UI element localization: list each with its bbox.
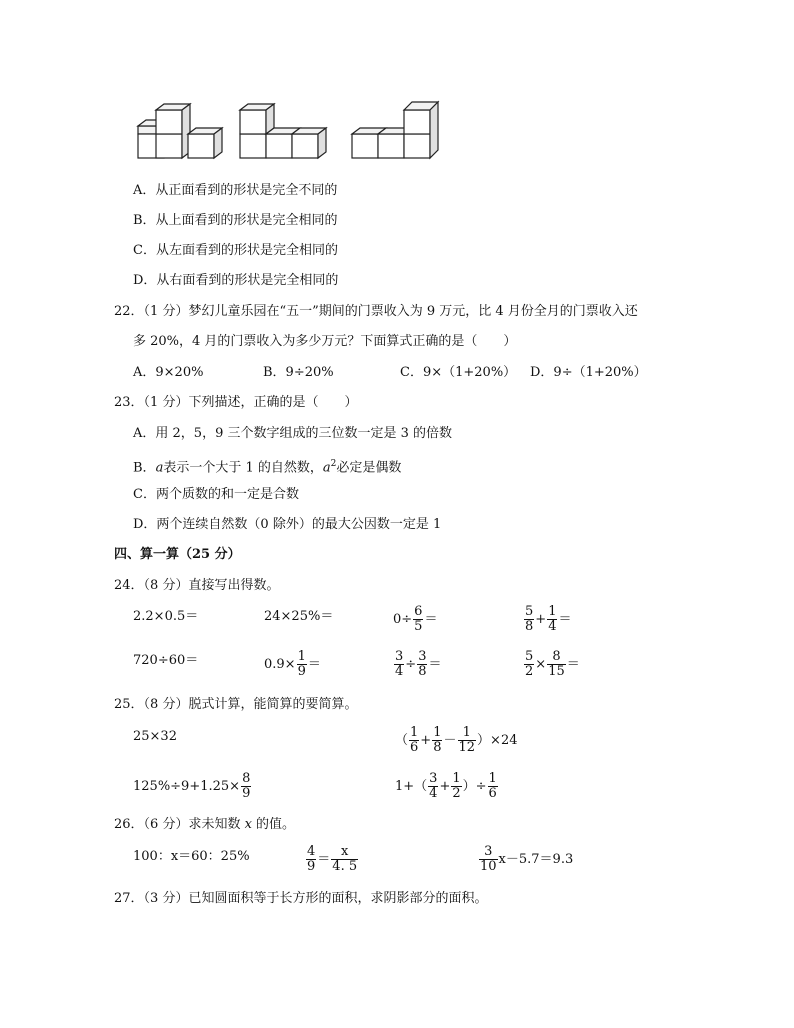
q22-stem-line1: 22．（1 分）梦幻儿童乐园在“五一”期间的门票收入为 9 万元，比 4 月份全月的门票收入还 — [114, 304, 638, 319]
cube-figure-3 — [352, 102, 438, 158]
q24-expr-4: $\frac{5}{8}$ + $\frac{1}{4}$ ＝ — [525, 604, 572, 634]
q24-expr-3: 0÷ $\frac{6}{5}$ ＝ — [393, 604, 438, 634]
q24-expr-5: 720÷60＝ — [133, 653, 199, 668]
cube-figures — [130, 96, 450, 166]
q24-expr-8: $\frac{5}{2}$ × $\frac{8}{15}$ ＝ — [525, 649, 580, 679]
q22-option-a: A．9×20% — [133, 365, 204, 380]
q21-option-c: C．从左面看到的形状是完全相同的 — [133, 243, 338, 258]
q25-expr-1: 25×32 — [133, 729, 177, 744]
q24-expr-1: 2.2×0.5＝ — [133, 609, 199, 624]
q22-option-d: D．9÷（1+20%） — [530, 365, 647, 380]
q23-option-b: B．a表示一个大于 1 的自然数，$a^2$必定是偶数 — [133, 459, 402, 476]
q27-stem: 27．（3 分）已知圆面积等于长方形的面积，求阴影部分的面积。 — [114, 891, 488, 906]
q22-option-c: C．9×（1+20%） — [400, 365, 517, 380]
q23-option-a: A．用 2，5，9 三个数字组成的三位数一定是 3 的倍数 — [133, 426, 453, 441]
q23-stem: 23．（1 分）下列描述，正确的是（ ） — [114, 395, 358, 410]
q24-expr-6: 0.9× $\frac{1}{9}$ ＝ — [264, 649, 321, 679]
q24-expr-2: 24×25%＝ — [264, 609, 334, 624]
q22-stem-line2: 多 20%，4 月的门票收入为多少万元？下面算式正确的是（ ） — [133, 334, 517, 349]
q21-option-a: A．从正面看到的形状是完全不同的 — [133, 183, 338, 198]
cube-figure-2 — [240, 104, 326, 158]
q26-expr-2: $\frac{4}{9}$ ＝ $\frac{x}{4. 5}$ — [307, 844, 358, 874]
q25-expr-2: （ $\frac{1}{6}$ + $\frac{1}{8}$ － $\frac{1}{12}$ ）×24 — [395, 725, 518, 755]
q23-option-d: D．两个连续自然数（0 除外）的最大公因数一定是 1 — [133, 517, 442, 532]
q26-expr-1: 100：x＝60：25% — [133, 849, 250, 864]
section-heading: 四、算一算（25 分） — [114, 547, 241, 562]
q21-option-b: B．从上面看到的形状是完全相同的 — [133, 213, 338, 228]
q24-expr-7: $\frac{3}{4}$ ÷ $\frac{3}{8}$ ＝ — [395, 649, 442, 679]
q25-stem: 25．（8 分）脱式计算，能简算的要简算。 — [114, 697, 358, 712]
q22-option-b: B．9÷20% — [263, 365, 334, 380]
q25-expr-4: 1+（ $\frac{3}{4}$ + $\frac{1}{2}$ ）÷ $\frac{1}{6}$ — [395, 771, 497, 801]
q26-expr-3: $\frac{3}{10}$ x－5.7＝9.3 — [480, 844, 574, 874]
q24-stem: 24．（8 分）直接写出得数。 — [114, 578, 280, 593]
q25-expr-3: 125%÷9+1.25× $\frac{8}{9}$ — [133, 771, 251, 801]
q21-option-d: D．从右面看到的形状是完全相同的 — [133, 273, 339, 288]
q23-option-c: C．两个质数的和一定是合数 — [133, 487, 299, 502]
cube-figure-1 — [138, 104, 222, 158]
q26-stem: 26．（6 分）求未知数 x 的值。 — [114, 817, 296, 832]
